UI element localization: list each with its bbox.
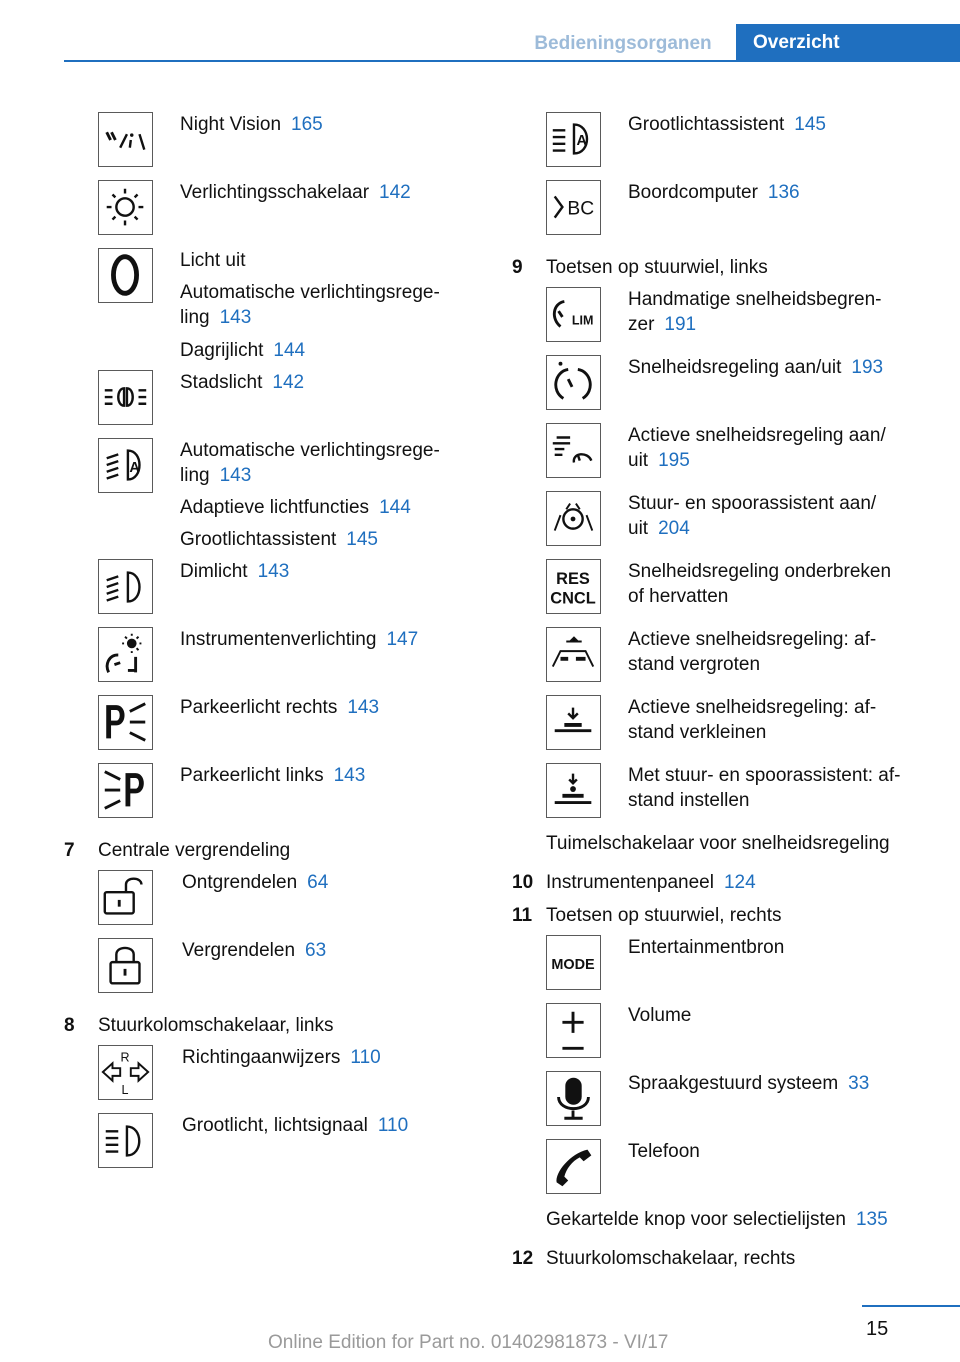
active-cruise-icon xyxy=(546,423,601,478)
unlock-icon xyxy=(98,870,153,925)
lock-icon xyxy=(98,938,153,993)
distance-increase-label-a: Actieve snelheidsregeling: af- xyxy=(628,629,877,650)
speed-limiter-label-a: Handmatige snelheidsbegren- xyxy=(628,289,882,310)
svg-text:BC: BC xyxy=(567,198,595,220)
column-switch-right-title: Stuurkolomschakelaar, rechts xyxy=(546,1248,796,1269)
item-number-11: 11 xyxy=(512,905,533,926)
distance-set-label-b: stand instellen xyxy=(628,790,750,811)
svg-text:MODE: MODE xyxy=(551,956,595,973)
distance-set-label-a: Met stuur- en spoorassistent: af- xyxy=(628,765,901,786)
knurled-wheel-label: Gekartelde knop voor selectielijsten 135 xyxy=(546,1209,888,1230)
instrument-lighting-icon xyxy=(98,627,153,682)
adaptive-light-label: Adaptieve lichtfuncties 144 xyxy=(180,497,411,518)
auto-headlight-icon xyxy=(98,438,153,493)
daylight-label: Dagrijlicht 144 xyxy=(180,340,306,361)
distance-increase-label-b: stand vergroten xyxy=(628,654,761,675)
svg-text:RES: RES xyxy=(556,570,590,589)
speed-limiter-icon xyxy=(546,287,601,342)
lane-assist-label-b: uit 204 xyxy=(628,518,690,539)
item-number-10: 10 xyxy=(512,872,534,893)
night-vision-icon xyxy=(98,112,153,167)
phone-label: Telefoon xyxy=(628,1141,700,1162)
high-beam-icon xyxy=(98,1113,153,1168)
cruise-control-label: Snelheidsregeling aan/uit 193 xyxy=(628,357,884,378)
low-beam-label: Dimlicht 143 xyxy=(180,561,290,582)
auto-light-label-1b: ling 143 xyxy=(180,307,252,328)
svg-text:CNCL: CNCL xyxy=(550,589,596,608)
page-number: 15 xyxy=(866,1318,889,1340)
highbeam-assist-2-label: Grootlichtassistent 145 xyxy=(628,114,826,135)
item-number-8: 8 xyxy=(64,1015,75,1036)
microphone-icon xyxy=(546,1071,601,1126)
board-computer-label: Boordcomputer 136 xyxy=(628,182,800,203)
parking-light-icon xyxy=(98,370,153,425)
column-switch-left-title: Stuurkolomschakelaar, links xyxy=(98,1015,334,1036)
footer-edition: Online Edition for Part no. 01402981873 - VI/17 xyxy=(268,1332,669,1353)
voice-control-label: Spraakgestuurd systeem 33 xyxy=(628,1073,870,1094)
footer-rule xyxy=(862,1305,960,1307)
unlock-label: Ontgrendelen 64 xyxy=(182,872,329,893)
distance-decrease-label-a: Actieve snelheidsregeling: af- xyxy=(628,697,877,718)
volume-label: Volume xyxy=(628,1005,692,1026)
cruise-control-icon xyxy=(546,355,601,410)
instrument-cluster-label: Instrumentenpaneel 124 xyxy=(546,872,756,893)
light-switch-label: Verlichtingsschakelaar 142 xyxy=(180,182,411,203)
turn-signal-label: Richtingaanwijzers 110 xyxy=(182,1047,381,1068)
parking-light-right-label: Parkeerlicht rechts 143 xyxy=(180,697,380,718)
phone-icon xyxy=(546,1139,601,1194)
distance-set-icon xyxy=(546,763,601,818)
svg-text:L: L xyxy=(121,1083,129,1098)
central-locking-title: Centrale vergrendeling xyxy=(98,840,291,861)
item-number-7: 7 xyxy=(64,840,75,861)
svg-text:A: A xyxy=(576,132,587,149)
distance-decrease-label-b: stand verkleinen xyxy=(628,722,767,743)
item-number-12: 12 xyxy=(512,1248,534,1269)
light-switch-icon xyxy=(98,180,153,235)
active-cruise-label-a: Actieve snelheidsregeling aan/ xyxy=(628,425,886,446)
mode-icon xyxy=(546,935,601,990)
lane-assist-label-a: Stuur- en spoorassistent aan/ xyxy=(628,493,877,514)
rocker-switch-label: Tuimelschakelaar voor snelheidsregeling xyxy=(546,833,890,854)
resume-cancel-label-b: of hervatten xyxy=(628,586,729,607)
header-section: Bedieningsorganen xyxy=(534,33,712,54)
parking-light-left-icon xyxy=(98,763,153,818)
active-cruise-label-b: uit 195 xyxy=(628,450,690,471)
lane-assist-icon xyxy=(546,491,601,546)
highbeam-assist-icon xyxy=(546,112,601,167)
speed-limiter-label-b: zer 191 xyxy=(628,314,697,335)
parking-light-right-icon xyxy=(98,695,153,750)
light-off-zero-icon xyxy=(98,248,153,303)
auto-light-label-1a: Automatische verlichtingsrege- xyxy=(180,282,440,303)
item-number-9: 9 xyxy=(512,257,523,278)
header-chapter: Overzicht xyxy=(736,24,960,62)
distance-decrease-icon xyxy=(546,695,601,750)
auto-light-label-2b: ling 143 xyxy=(180,465,252,486)
low-beam-icon xyxy=(98,559,153,614)
highbeam-assist-label: Grootlichtassistent 145 xyxy=(180,529,378,550)
instrument-lighting-label: Instrumentenverlichting 147 xyxy=(180,629,419,650)
light-off-label: Licht uit xyxy=(180,250,246,271)
entertainment-source-label: Entertainmentbron xyxy=(628,937,785,958)
parking-light-label: Stadslicht 142 xyxy=(180,372,305,393)
svg-text:LIM: LIM xyxy=(571,313,594,328)
volume-icon xyxy=(546,1003,601,1058)
wheel-buttons-right-title: Toetsen op stuurwiel, rechts xyxy=(546,905,782,926)
parking-light-left-label: Parkeerlicht links 143 xyxy=(180,765,366,786)
lock-label: Vergrendelen 63 xyxy=(182,940,327,961)
auto-light-label-2a: Automatische verlichtingsrege- xyxy=(180,440,440,461)
night-vision-label: Night Vision 165 xyxy=(180,114,323,135)
board-computer-icon xyxy=(546,180,601,235)
resume-cancel-label-a: Snelheidsregeling onderbreken xyxy=(628,561,892,582)
svg-text:A: A xyxy=(129,459,140,476)
turn-signal-icon xyxy=(98,1045,153,1100)
svg-text:R: R xyxy=(120,1050,130,1065)
distance-increase-icon xyxy=(546,627,601,682)
wheel-buttons-left-title: Toetsen op stuurwiel, links xyxy=(546,257,768,278)
res-cncl-icon xyxy=(546,559,601,614)
high-beam-label: Grootlicht, lichtsignaal 110 xyxy=(182,1115,409,1136)
